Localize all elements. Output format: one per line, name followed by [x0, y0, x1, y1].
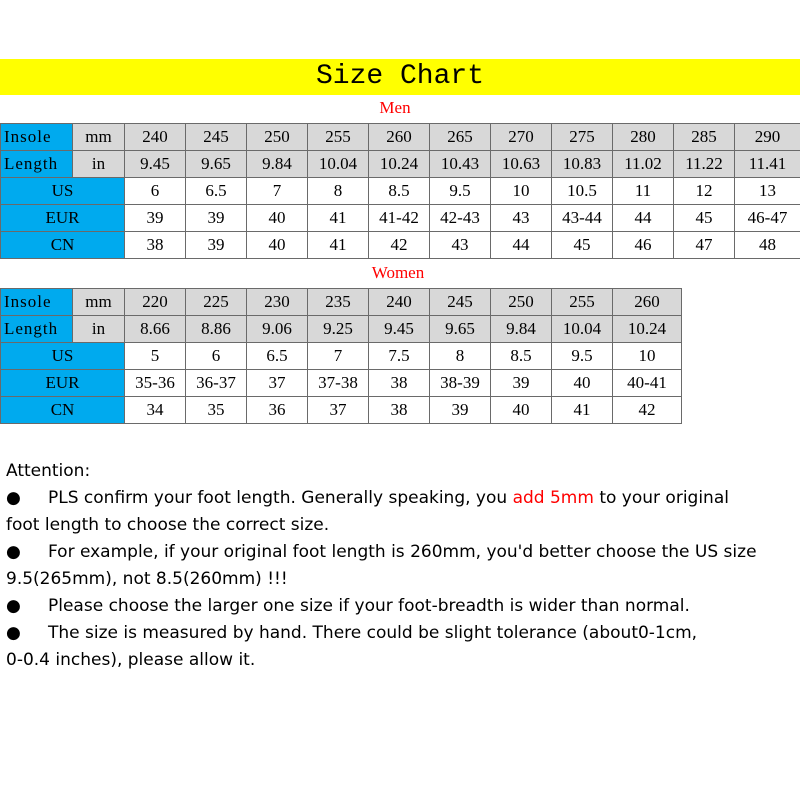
- size-cell-eur: 40: [552, 370, 613, 397]
- size-cell-eur: 39: [125, 205, 186, 232]
- size-cell-mm: 290: [735, 124, 800, 151]
- size-cell-eur: 43-44: [552, 205, 613, 232]
- size-cell-us: 5: [125, 343, 186, 370]
- size-cell-mm: 250: [247, 124, 308, 151]
- attention-notes: [6, 458, 796, 674]
- note-text: to your original: [593, 488, 729, 508]
- eur-label: EUR: [1, 205, 125, 232]
- size-cell-in: 10.04: [552, 316, 613, 343]
- size-cell-eur: 45: [674, 205, 735, 232]
- size-cell-in: 10.43: [430, 151, 491, 178]
- size-cell-cn: 42: [369, 232, 430, 259]
- size-cell-us: 13: [735, 178, 800, 205]
- women-mm-row: [1, 289, 682, 316]
- size-cell-in: 9.84: [247, 151, 308, 178]
- size-cell-cn: 44: [491, 232, 552, 259]
- size-cell-cn: 39: [430, 397, 491, 424]
- size-cell-mm: 245: [186, 124, 247, 151]
- size-cell-mm: 240: [125, 124, 186, 151]
- women-in-row: [1, 316, 682, 343]
- size-cell-cn: 38: [125, 232, 186, 259]
- in-unit-label: in: [73, 151, 125, 178]
- size-cell-eur: 39: [186, 205, 247, 232]
- bullet-icon: ●: [6, 488, 21, 508]
- size-cell-eur: 38: [369, 370, 430, 397]
- size-cell-us: 7: [247, 178, 308, 205]
- size-cell-in: 8.86: [186, 316, 247, 343]
- size-cell-in: 9.84: [491, 316, 552, 343]
- size-cell-cn: 42: [613, 397, 682, 424]
- size-cell-us: 10: [491, 178, 552, 205]
- size-cell-us: 12: [674, 178, 735, 205]
- size-cell-in: 9.65: [430, 316, 491, 343]
- mm-unit-label: mm: [73, 124, 125, 151]
- men-cn-row: [1, 232, 800, 259]
- size-cell-cn: 48: [735, 232, 800, 259]
- men-size-table: [0, 123, 800, 259]
- cn-label: CN: [1, 232, 125, 259]
- women-section-label: Women: [371, 263, 425, 282]
- size-cell-eur: 46-47: [735, 205, 800, 232]
- cn-label: CN: [1, 397, 125, 424]
- size-cell-eur: 37: [247, 370, 308, 397]
- size-cell-eur: 41: [308, 205, 369, 232]
- size-cell-in: 8.66: [125, 316, 186, 343]
- size-cell-us: 6: [125, 178, 186, 205]
- us-label: US: [1, 343, 125, 370]
- size-cell-us: 7.5: [369, 343, 430, 370]
- size-cell-mm: 225: [186, 289, 247, 316]
- size-cell-us: 8: [430, 343, 491, 370]
- note-text-continued: 0-0.4 inches), please allow it.: [6, 650, 256, 670]
- size-cell-in: 10.63: [491, 151, 552, 178]
- note-item: [6, 620, 796, 647]
- size-cell-in: 10.83: [552, 151, 613, 178]
- size-cell-mm: 240: [369, 289, 430, 316]
- bullet-icon: ●: [6, 596, 21, 616]
- women-eur-row: [1, 370, 682, 397]
- size-cell-eur: 37-38: [308, 370, 369, 397]
- size-cell-us: 7: [308, 343, 369, 370]
- size-cell-cn: 40: [491, 397, 552, 424]
- size-cell-cn: 41: [552, 397, 613, 424]
- length-label: Length: [1, 316, 73, 343]
- in-unit-label: in: [73, 316, 125, 343]
- men-section-label: Men: [379, 98, 411, 117]
- size-cell-us: 9.5: [430, 178, 491, 205]
- size-cell-cn: 45: [552, 232, 613, 259]
- bullet-icon: ●: [6, 623, 21, 643]
- size-cell-mm: 220: [125, 289, 186, 316]
- women-size-table: [0, 288, 682, 424]
- men-mm-row: [1, 124, 800, 151]
- size-cell-in: 10.24: [369, 151, 430, 178]
- note-text: Please choose the larger one size if your foot-breadth is wider than normal.: [48, 596, 690, 616]
- size-cell-in: 9.06: [247, 316, 308, 343]
- size-cell-mm: 265: [430, 124, 491, 151]
- size-cell-cn: 47: [674, 232, 735, 259]
- size-cell-mm: 230: [247, 289, 308, 316]
- size-cell-eur: 41-42: [369, 205, 430, 232]
- mm-unit-label: mm: [73, 289, 125, 316]
- size-cell-in: 9.45: [369, 316, 430, 343]
- size-cell-mm: 235: [308, 289, 369, 316]
- size-cell-in: 9.65: [186, 151, 247, 178]
- size-cell-in: 11.22: [674, 151, 735, 178]
- size-cell-cn: 43: [430, 232, 491, 259]
- size-cell-cn: 38: [369, 397, 430, 424]
- note-item: [6, 539, 796, 566]
- size-cell-us: 6.5: [247, 343, 308, 370]
- size-cell-in: 11.02: [613, 151, 674, 178]
- men-in-row: [1, 151, 800, 178]
- length-label: Length: [1, 151, 73, 178]
- size-cell-in: 9.45: [125, 151, 186, 178]
- size-cell-us: 8.5: [491, 343, 552, 370]
- note-text: For example, if your original foot length is 260mm, you'd better choose the US size: [48, 542, 757, 562]
- size-cell-cn: 39: [186, 232, 247, 259]
- size-cell-eur: 43: [491, 205, 552, 232]
- size-cell-mm: 275: [552, 124, 613, 151]
- size-cell-mm: 255: [308, 124, 369, 151]
- size-cell-mm: 260: [369, 124, 430, 151]
- size-cell-us: 6: [186, 343, 247, 370]
- size-cell-mm: 280: [613, 124, 674, 151]
- size-cell-mm: 260: [613, 289, 682, 316]
- insole-label: Insole: [1, 124, 73, 151]
- size-cell-eur: 42-43: [430, 205, 491, 232]
- men-us-row: [1, 178, 800, 205]
- size-cell-us: 6.5: [186, 178, 247, 205]
- size-cell-eur: 40-41: [613, 370, 682, 397]
- size-cell-in: 9.25: [308, 316, 369, 343]
- us-label: US: [1, 178, 125, 205]
- size-cell-cn: 41: [308, 232, 369, 259]
- size-cell-us: 9.5: [552, 343, 613, 370]
- size-cell-mm: 255: [552, 289, 613, 316]
- size-cell-eur: 39: [491, 370, 552, 397]
- size-cell-eur: 36-37: [186, 370, 247, 397]
- size-cell-cn: 35: [186, 397, 247, 424]
- note-text: The size is measured by hand. There could be slight tolerance (about0-1cm,: [48, 623, 698, 643]
- eur-label: EUR: [1, 370, 125, 397]
- men-eur-row: [1, 205, 800, 232]
- size-cell-in: 11.41: [735, 151, 800, 178]
- size-cell-us: 10: [613, 343, 682, 370]
- size-cell-eur: 40: [247, 205, 308, 232]
- note-item: [6, 485, 796, 512]
- page-title: Size Chart: [0, 59, 800, 95]
- note-text-continued: 9.5(265mm), not 8.5(260mm) !!!: [6, 569, 288, 589]
- size-cell-eur: 38-39: [430, 370, 491, 397]
- size-cell-us: 11: [613, 178, 674, 205]
- size-cell-mm: 285: [674, 124, 735, 151]
- size-cell-us: 8: [308, 178, 369, 205]
- size-cell-in: 10.04: [308, 151, 369, 178]
- note-highlight: add 5mm: [512, 488, 594, 508]
- size-cell-mm: 245: [430, 289, 491, 316]
- bullet-icon: ●: [6, 542, 21, 562]
- size-cell-cn: 36: [247, 397, 308, 424]
- size-cell-cn: 34: [125, 397, 186, 424]
- size-cell-us: 10.5: [552, 178, 613, 205]
- size-cell-in: 10.24: [613, 316, 682, 343]
- note-text: PLS confirm your foot length. Generally speaking, you: [48, 488, 513, 508]
- size-cell-cn: 46: [613, 232, 674, 259]
- insole-label: Insole: [1, 289, 73, 316]
- women-cn-row: [1, 397, 682, 424]
- size-cell-eur: 44: [613, 205, 674, 232]
- attention-heading: Attention:: [6, 461, 91, 481]
- size-cell-cn: 37: [308, 397, 369, 424]
- size-cell-cn: 40: [247, 232, 308, 259]
- size-cell-eur: 35-36: [125, 370, 186, 397]
- size-cell-mm: 270: [491, 124, 552, 151]
- note-item: [6, 593, 796, 620]
- size-cell-mm: 250: [491, 289, 552, 316]
- women-us-row: [1, 343, 682, 370]
- size-cell-us: 8.5: [369, 178, 430, 205]
- note-text-continued: foot length to choose the correct size.: [6, 515, 330, 535]
